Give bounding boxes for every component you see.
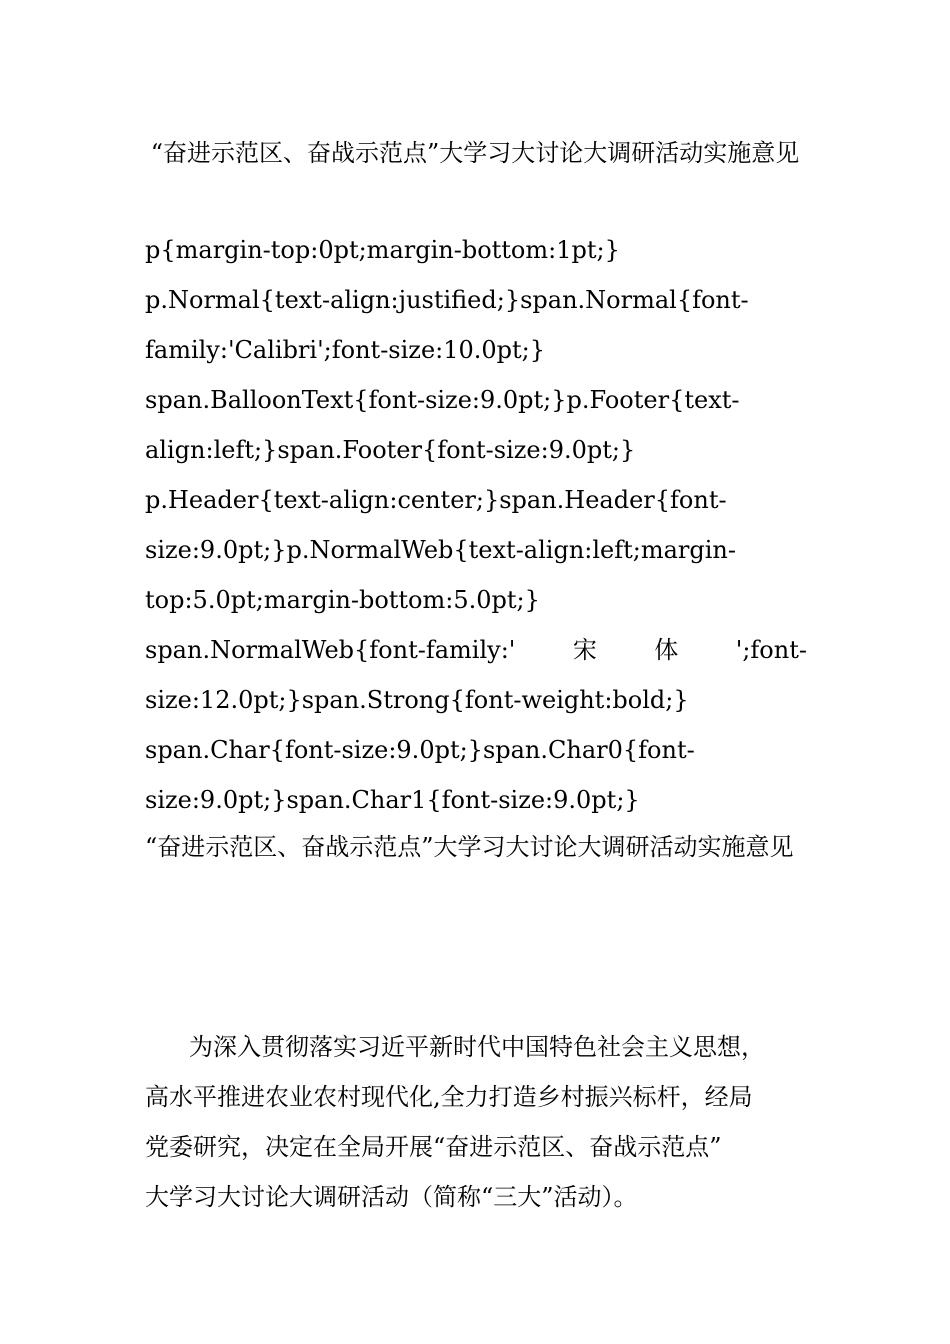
css-line: p{margin-top:0pt;margin-bottom:1pt;} [145, 236, 620, 264]
css-line: family:'Calibri';font-size:10.0pt;} [145, 336, 546, 364]
paragraph-line: 高水平推进农业农村现代化,全力打造乡村振兴标杆，经局 [145, 1083, 753, 1111]
css-line-justified [145, 625, 807, 675]
css-line: size:9.0pt;}p.NormalWeb{text-align:left;margin- [145, 536, 736, 564]
css-line: span.Char{font-size:9.0pt;}span.Char0{font- [145, 736, 695, 764]
paragraph-line: 大学习大讨论大调研活动（简称“三大”活动）。 [145, 1183, 638, 1211]
paragraph-line: 党委研究，决定在全局开展“奋进示范区、奋战示范点” [145, 1133, 722, 1161]
css-style-text [145, 225, 807, 825]
css-fragment: 体 [654, 636, 679, 664]
css-line: align:left;}span.Footer{font-size:9.0pt;} [145, 436, 636, 464]
document-subtitle: “奋进示范区、奋战示范点”大学习大讨论大调研活动实施意见 [145, 833, 794, 861]
document-title: “奋进示范区、奋战示范点”大学习大讨论大调研活动实施意见 [150, 139, 800, 167]
css-line: p.Header{text-align:center;}span.Header{font- [145, 486, 727, 514]
css-line: size:9.0pt;}span.Char1{font-size:9.0pt;} [145, 786, 640, 814]
paragraph-line: 为深入贯彻落实习近平新时代中国特色社会主义思想， [189, 1033, 765, 1061]
intro-paragraph [145, 1022, 807, 1222]
css-line: size:12.0pt;}span.Strong{font-weight:bold;} [145, 686, 689, 714]
css-fragment: span.NormalWeb{font-family:' [145, 636, 516, 664]
css-line: span.BalloonText{font-size:9.0pt;}p.Footer{text- [145, 386, 740, 414]
css-line: p.Normal{text-align:justified;}span.Normal{font- [145, 286, 749, 314]
css-line: top:5.0pt;margin-bottom:5.0pt;} [145, 586, 540, 614]
css-fragment: ';font- [735, 636, 807, 664]
css-fragment: 宋 [572, 636, 597, 664]
